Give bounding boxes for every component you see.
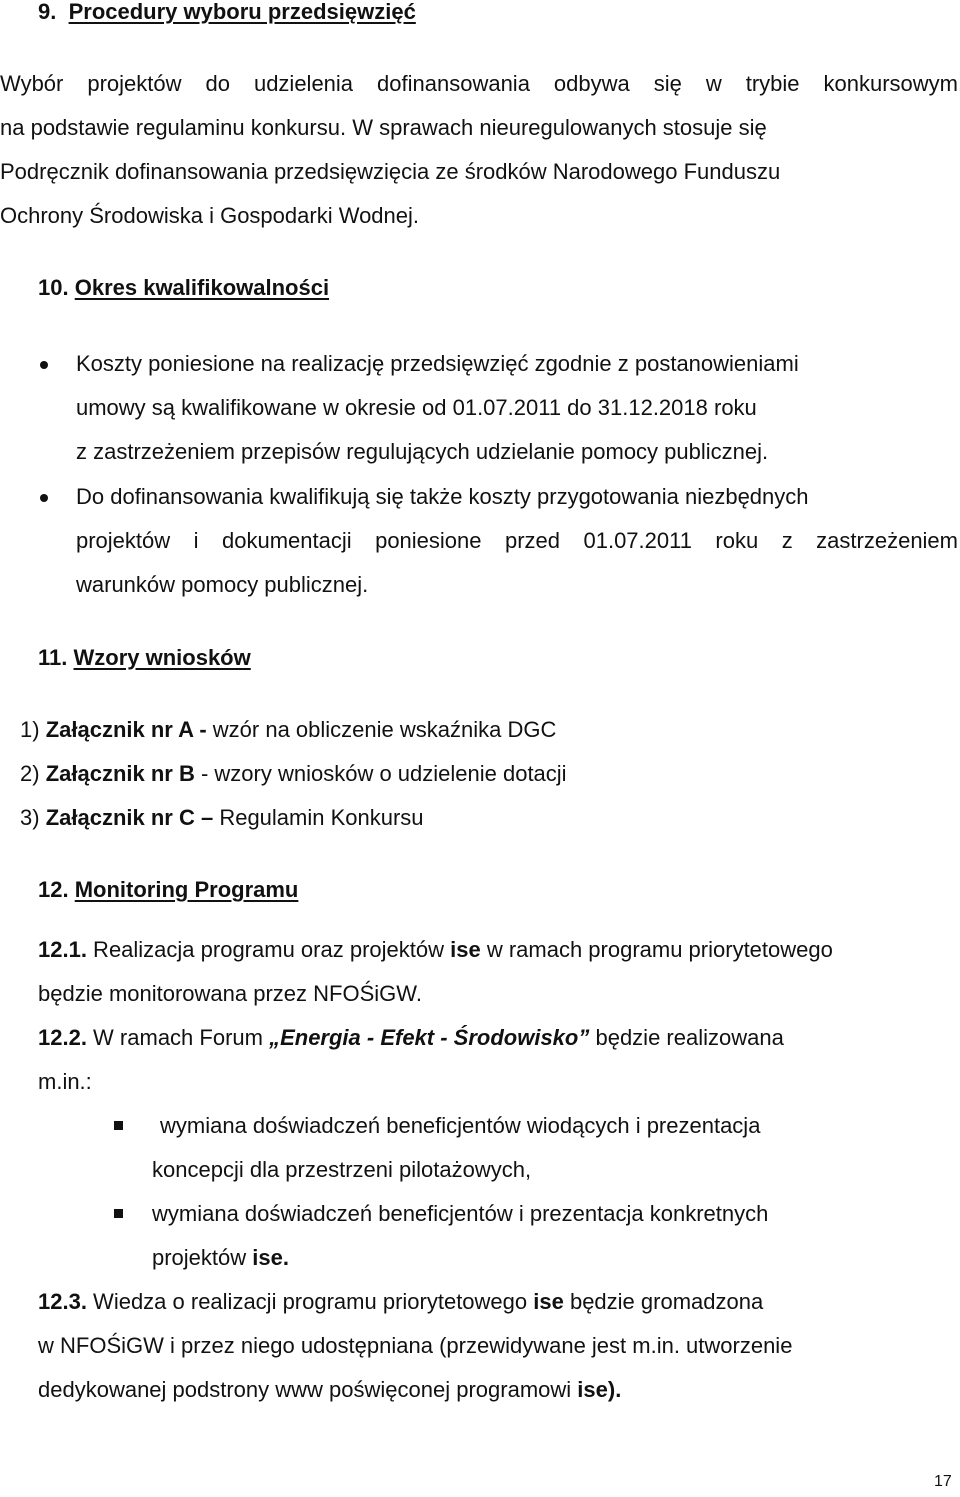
para-12-3-line: 12.3. Wiedza o realizacji programu priorytetowego ise będzie gromadzona	[38, 1289, 764, 1314]
section-9-line: Wybór projektów do udzielenia dofinansowania odbywa się w trybie konkursowym	[0, 71, 958, 96]
attachment-item: 2) Załącznik nr B - wzory wniosków o udzielenie dotacji	[20, 761, 567, 786]
attachment-item: 1) Załącznik nr A - wzór na obliczenie wskaźnika DGC	[20, 717, 557, 742]
para-12-3-line: w NFOŚiGW i przez niego udostępniana (przewidywane jest m.in. utworzenie	[38, 1333, 793, 1358]
section-9-line: Podręcznik dofinansowania przedsięwzięcia ze środków Narodowego Funduszu	[0, 159, 781, 184]
attachment-label: Załącznik nr B	[45, 761, 195, 786]
section-9-title: Procedury wyboru przedsięwzięć	[68, 0, 416, 24]
section-12-heading: 12. Monitoring Programu	[38, 877, 299, 902]
forum-name: „Energia - Efekt - Środowisko”	[269, 1025, 590, 1050]
bullet-1-line: z zastrzeżeniem przepisów regulujących udzielanie pomocy publicznej.	[76, 439, 769, 464]
attachment-item: 3) Załącznik nr C – Regulamin Konkursu	[20, 805, 424, 830]
bullet-1-line: umowy są kwalifikowane w okresie od 01.07.2011 do 31.12.2018 roku	[76, 395, 757, 420]
section-11-heading: 11. Wzory wniosków	[38, 645, 251, 670]
section-11-title: Wzory wniosków	[73, 645, 251, 670]
para-12-3-line: dedykowanej podstrony www poświęconej programowi ise).	[38, 1377, 622, 1402]
sub-item-line: wymiana doświadczeń beneficjentów i prezentacja konkretnych	[152, 1201, 769, 1226]
page-number: 17	[934, 1473, 952, 1490]
para-12-2-line: 12.2. W ramach Forum „Energia - Efekt - Środowisko” będzie realizowana	[38, 1025, 784, 1050]
sub-item-line: koncepcji dla przestrzeni pilotażowych,	[152, 1157, 532, 1182]
bullet-2-line: projektów i dokumentacji poniesione przed 01.07.2011 roku z zastrzeżeniem	[76, 528, 958, 553]
sub-item-line: projektów ise.	[152, 1245, 289, 1270]
bullet-2-line: warunków pomocy publicznej.	[76, 572, 369, 597]
sub-item-line: wymiana doświadczeń beneficjentów wiodących i prezentacja	[160, 1113, 761, 1138]
bullet-1-line: Koszty poniesione na realizację przedsięwzięć zgodnie z postanowieniami	[76, 351, 799, 376]
square-bullet-icon	[114, 1209, 123, 1218]
section-9-line: na podstawie regulaminu konkursu. W sprawach nieuregulowanych stosuje się	[0, 115, 767, 140]
section-10-heading: 10. Okres kwalifikowalności	[38, 275, 330, 300]
bullet-2-line: Do dofinansowania kwalifikują się także koszty przygotowania niezbędnych	[76, 484, 809, 509]
section-12-title: Monitoring Programu	[74, 877, 299, 902]
para-12-1-line: 12.1. Realizacja programu oraz projektów ise w ramach programu priorytetowego	[38, 937, 833, 962]
attachment-label: Załącznik nr C –	[45, 805, 214, 830]
bullet-dot-icon	[40, 361, 48, 369]
para-12-2-line: m.in.:	[38, 1069, 92, 1094]
section-9-line: Ochrony Środowiska i Gospodarki Wodnej.	[0, 203, 420, 228]
section-9-heading: 9. Procedury wyboru przedsięwzięć	[38, 0, 416, 24]
bullet-dot-icon	[40, 494, 48, 502]
attachment-label: Załącznik nr A -	[45, 717, 207, 742]
square-bullet-icon	[114, 1121, 123, 1130]
para-12-1-line: będzie monitorowana przez NFOŚiGW.	[38, 981, 422, 1006]
section-10-title: Okres kwalifikowalności	[74, 275, 330, 300]
